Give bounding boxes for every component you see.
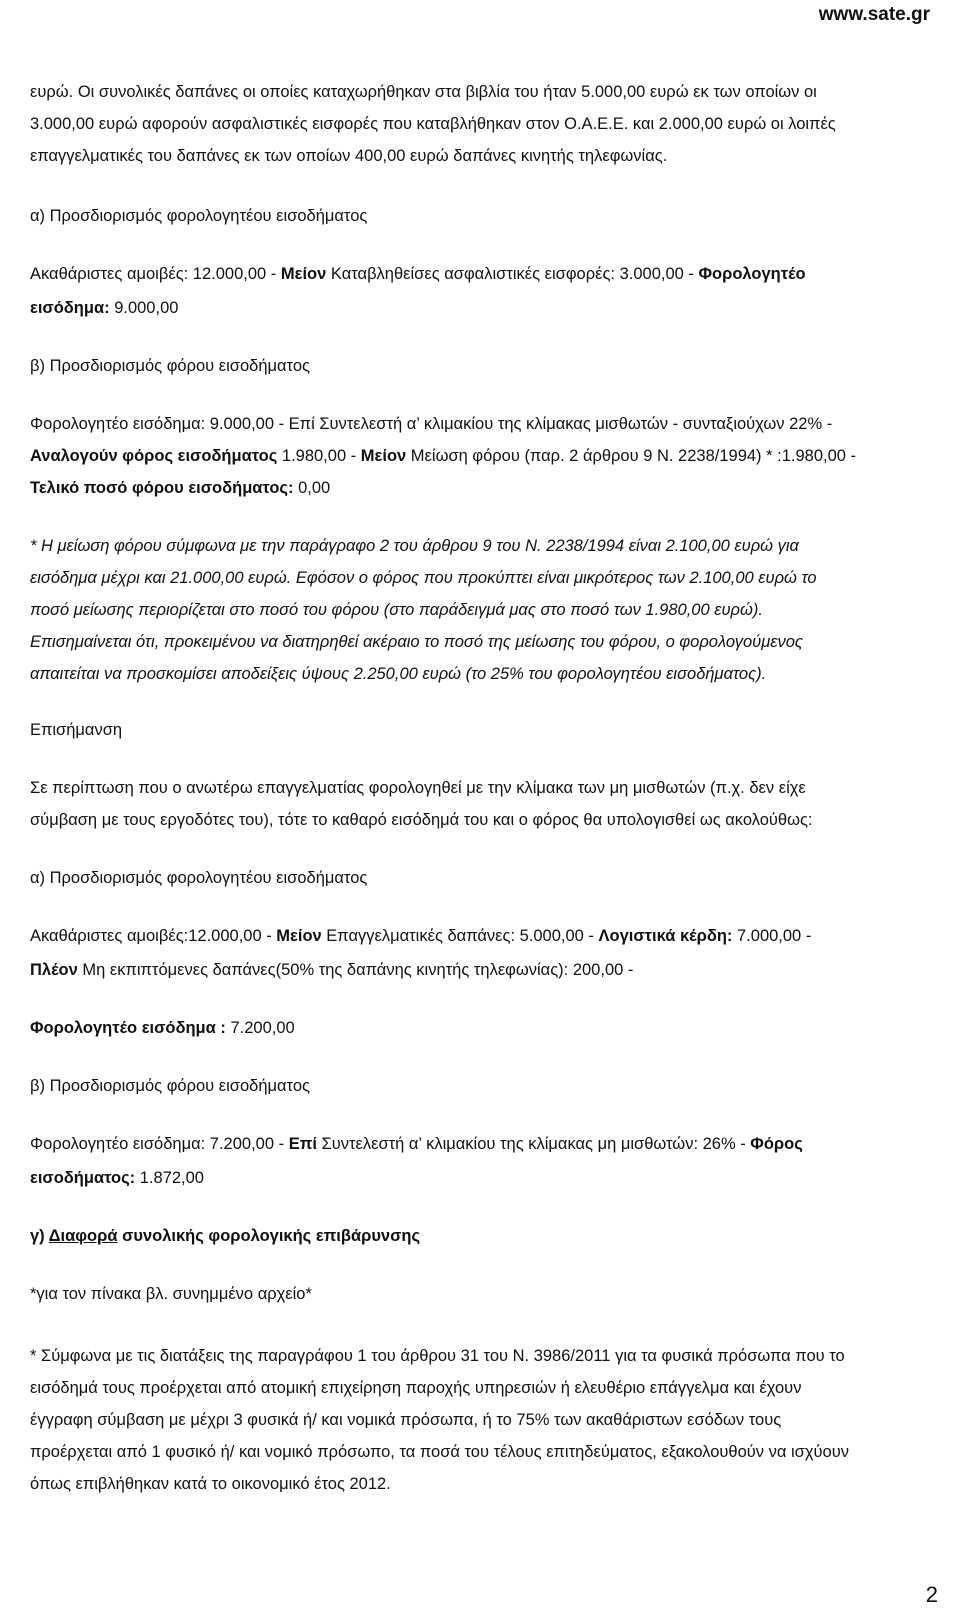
case1-income-line-2: εισόδημα: 9.000,00 bbox=[30, 299, 179, 317]
intro-line-3: επαγγελματικές του δαπάνες εκ των οποίων 400,00 ευρώ δαπάνες κινητής τηλεφωνίας. bbox=[30, 147, 668, 165]
site-url-header: www.sate.gr bbox=[818, 4, 930, 25]
remark-title: Επισήμανση bbox=[30, 721, 123, 739]
case2-income-line-2: Πλέον Μη εκπιπτόμενες δαπάνες(50% της δαπάνης κινητής τηλεφωνίας): 200,00 - bbox=[30, 961, 634, 979]
remark-line-2: σύμβαση με τους εργοδότες του), τότε το καθαρό εισόδημά του και ο φόρος θα υπολογισθεί ως ακολούθως: bbox=[30, 811, 813, 829]
case2-heading-taxable-income: α) Προσδιορισμός φορολογητέου εισοδήματος bbox=[30, 869, 368, 887]
case1-heading-income-tax: β) Προσδιορισμός φόρου εισοδήματος bbox=[30, 357, 310, 375]
table-reference: *για τον πίνακα βλ. συνημμένο αρχείο* bbox=[30, 1285, 312, 1303]
note-line-2: εισόδημα μέχρι και 21.000,00 ευρώ. Εφόσον ο φόρος που προκύπτει είναι μικρότερος των 2.100,00 ευρώ το bbox=[30, 569, 817, 587]
case1-income-line-1: Ακαθάριστες αμοιβές: 12.000,00 - Μείον Καταβληθείσες ασφαλιστικές εισφορές: 3.000,00 - Φορολογητέο bbox=[30, 265, 806, 283]
case2-income-line-1: Ακαθάριστες αμοιβές:12.000,00 - Μείον Επαγγελματικές δαπάνες: 5.000,00 - Λογιστικά κέρδη: 7.000,00 - bbox=[30, 927, 812, 945]
page-number: 2 bbox=[925, 1582, 938, 1607]
footnote-line-2: εισόδημά τους προέρχεται από ατομική επιχείρηση παροχής υπηρεσιών ή ελευθέριο επάγγελμα και έχουν bbox=[30, 1379, 802, 1397]
footnote-line-1: * Σύμφωνα με τις διατάξεις της παραγράφου 1 του άρθρου 31 του Ν. 3986/2011 για τα φυσικά πρόσωπα που το bbox=[30, 1347, 845, 1365]
case2-heading-tax-burden-difference: γ) Διαφορά συνολικής φορολογικής επιβάρυνσης bbox=[30, 1227, 421, 1245]
note-line-3: ποσό μείωσης περιορίζεται στο ποσό του φόρου (στο παράδειγμά μας στο ποσό των 1.980,00 ευρώ). bbox=[30, 601, 763, 619]
case2-taxable-income-total: Φορολογητέο εισόδημα : 7.200,00 bbox=[30, 1019, 295, 1037]
case2-tax-line-2: εισοδήματος: 1.872,00 bbox=[30, 1169, 204, 1187]
note-line-1: * Η μείωση φόρου σύμφωνα με την παράγραφο 2 του άρθρου 9 του Ν. 2238/1994 είναι 2.100,00 ευρώ για bbox=[30, 537, 799, 555]
case2-tax-line-1: Φορολογητέο εισόδημα: 7.200,00 - Επί Συντελεστή α’ κλιμακίου της κλίμακας μη μισθωτών: 26% - Φόρος bbox=[30, 1135, 803, 1153]
intro-line-2: 3.000,00 ευρώ αφορούν ασφαλιστικές εισφορές που καταβλήθηκαν στον Ο.Α.Ε.Ε. και 2.000,00 ευρώ οι λοιπές bbox=[30, 115, 836, 133]
note-line-5: απαιτείται να προσκομίσει αποδείξεις ύψους 2.250,00 ευρώ (το 25% του φορολογητέου εισοδήματος). bbox=[30, 665, 767, 683]
case1-tax-line-3: Τελικό ποσό φόρου εισοδήματος: 0,00 bbox=[30, 479, 331, 497]
footnote-line-3: έγγραφη σύμβαση με μέχρι 3 φυσικά ή/ και νομικά πρόσωπα, ή το 75% των ακαθάριστων εσόδων τους bbox=[30, 1411, 782, 1429]
case2-heading-income-tax: β) Προσδιορισμός φόρου εισοδήματος bbox=[30, 1077, 310, 1095]
case1-tax-line-1: Φορολογητέο εισόδημα: 9.000,00 - Επί Συντελεστή α’ κλιμακίου της κλίμακας μισθωτών - συνταξιούχων 22% - bbox=[30, 415, 833, 433]
remark-line-1: Σε περίπτωση που ο ανωτέρω επαγγελματίας φορολογηθεί με την κλίμακα των μη μισθωτών (π.χ. δεν είχε bbox=[30, 779, 806, 797]
note-line-4: Επισημαίνεται ότι, προκειμένου να διατηρηθεί ακέραιο το ποσό της μείωσης του φόρου, ο φορολογούμενος bbox=[30, 633, 803, 651]
footnote-line-4: προέρχεται από 1 φυσικό ή/ και νομικό πρόσωπο, τα ποσά του τέλους επιτηδεύματος, εξακολουθούν να ισχύουν bbox=[30, 1443, 849, 1461]
case1-heading-taxable-income: α) Προσδιορισμός φορολογητέου εισοδήματος bbox=[30, 207, 368, 225]
intro-line-1: ευρώ. Οι συνολικές δαπάνες οι οποίες καταχωρήθηκαν στα βιβλία του ήταν 5.000,00 ευρώ εκ των οποίων οι bbox=[30, 83, 817, 101]
case1-tax-line-2: Αναλογούν φόρος εισοδήματος 1.980,00 - Μείον Μείωση φόρου (παρ. 2 άρθρου 9 Ν. 2238/1994) * :1.980,00 - bbox=[30, 447, 857, 465]
footnote-line-5: όπως επιβλήθηκαν κατά το οικονομικό έτος 2012. bbox=[30, 1475, 391, 1493]
